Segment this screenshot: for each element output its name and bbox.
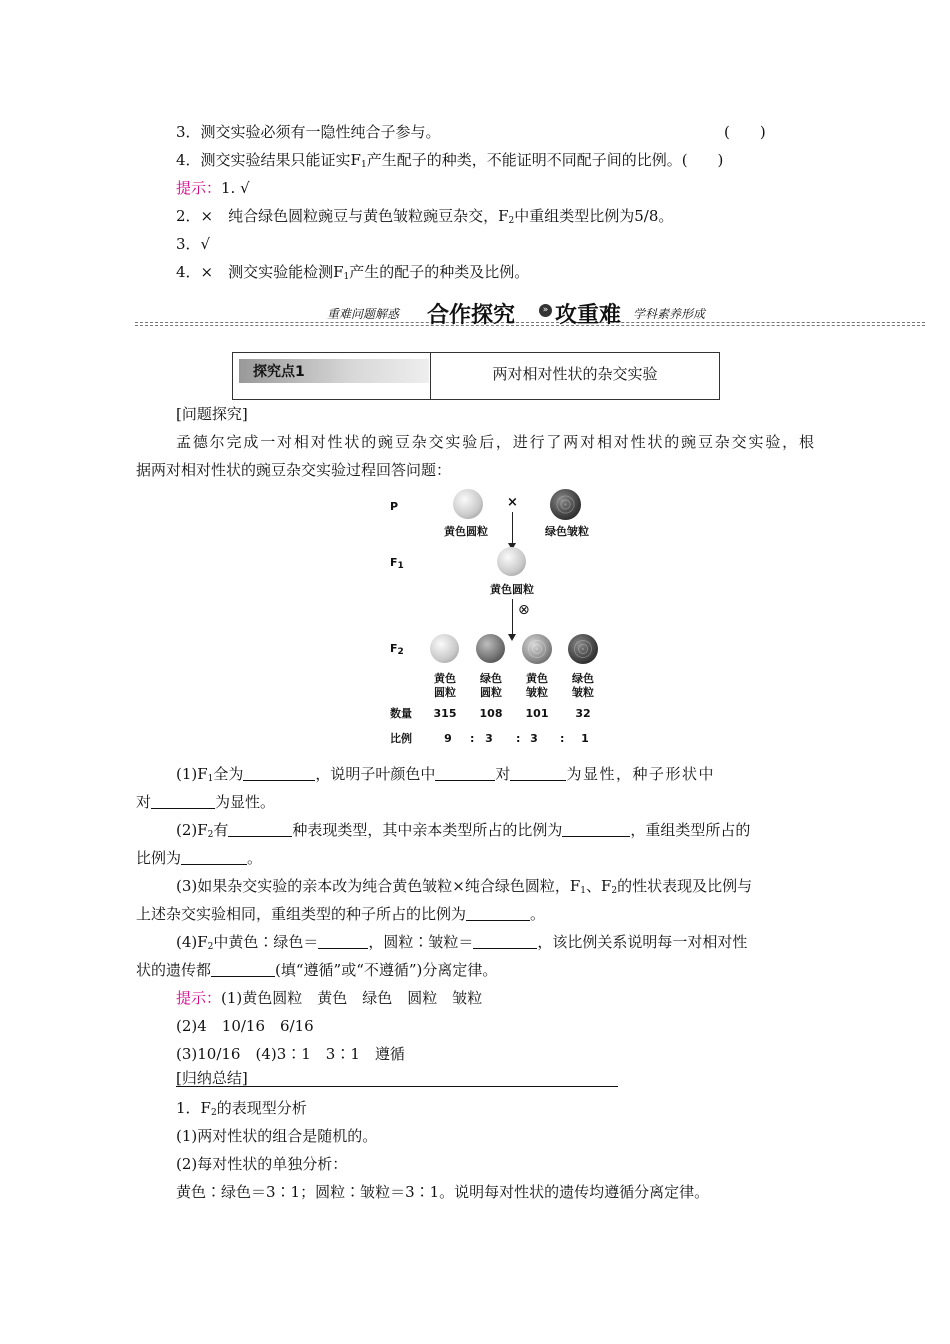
chevron-right-icon: » bbox=[539, 304, 552, 317]
summary-line-1: 1．$F_2$的表现型分析 bbox=[176, 1099, 307, 1118]
cross-diagram bbox=[380, 488, 610, 750]
blank-field[interactable] bbox=[243, 766, 315, 781]
f2-ratio-3: 3 bbox=[530, 732, 538, 745]
summary-heading: [归纳总结] bbox=[176, 1069, 248, 1087]
question-1-line-2: 对 为显性。 bbox=[136, 793, 276, 811]
answer-line-1: 提示：(1)黄色圆粒 黄色 绿色 圆粒 皱粒 bbox=[176, 989, 483, 1007]
f1-label: $F_1$ bbox=[390, 556, 404, 571]
summary-line-4: 黄色∶绿色＝3∶1；圆粒∶皱粒＝3∶1。说明每对性状的遗传均遵循分离定律。 bbox=[176, 1183, 710, 1201]
pea-green-wrinkled-f2-icon bbox=[568, 634, 598, 664]
blank-field[interactable] bbox=[151, 794, 215, 809]
inquiry-paragraph-line-2: 据两对相对性状的豌豆杂交实验过程回答问题： bbox=[136, 461, 452, 479]
arrow-down-icon bbox=[508, 634, 516, 641]
ratio-colon: : bbox=[560, 732, 565, 745]
question-3-answer-paren: ( ) bbox=[724, 123, 766, 141]
hint-label: 提示： bbox=[176, 179, 222, 197]
f2-count-2: 108 bbox=[479, 707, 503, 720]
answer-line-3: (3)10/16 (4)3∶1 3∶1 遵循 bbox=[176, 1045, 405, 1063]
inquiry-heading: [问题探究] bbox=[176, 405, 248, 423]
banner-main-text: 合作探究 bbox=[427, 303, 516, 328]
summary-line-2: (1)两对性状的组合是随机的。 bbox=[176, 1127, 378, 1145]
section-banner bbox=[135, 300, 925, 328]
summary-divider bbox=[176, 1086, 618, 1087]
self-cross-symbol: ⊗ bbox=[518, 602, 530, 618]
blank-field[interactable] bbox=[181, 850, 247, 865]
question-4: 4．测交实验结果只能证实$F_1$产生配子的种类，不能证明不同配子间的比例。( ) bbox=[176, 151, 724, 170]
f2-type-4-line-2: 皱粒 bbox=[572, 686, 594, 699]
blank-field[interactable] bbox=[510, 766, 566, 781]
pea-yellow-round-f1-icon bbox=[497, 547, 526, 576]
ratio-label: 比例 bbox=[390, 732, 412, 745]
f2-ratio-1: 9 bbox=[444, 732, 452, 745]
cross-symbol: × bbox=[507, 495, 518, 510]
f2-ratio-4: 1 bbox=[581, 732, 589, 745]
f2-type-2-line-1: 绿色 bbox=[480, 672, 502, 685]
blank-field[interactable] bbox=[228, 822, 292, 837]
question-2-line-2: 比例为 。 bbox=[136, 849, 263, 867]
topic-box bbox=[232, 352, 720, 400]
summary-line-3: (2)每对性状的单独分析： bbox=[176, 1155, 348, 1173]
count-label: 数量 bbox=[390, 707, 412, 720]
hint-line-4: 4．× 测交实验能检测$F_1$产生的配子的种类及比例。 bbox=[176, 263, 530, 282]
f1-name: 黄色圆粒 bbox=[490, 583, 534, 596]
hint-label: 提示： bbox=[176, 989, 222, 1007]
question-4-line-1: $(4)F_2$中黄色∶绿色＝ ，圆粒∶皱粒＝ ，该比例关系说明每一对相对性 bbox=[176, 933, 748, 952]
banner-left-text: 重难问题解惑 bbox=[327, 307, 400, 321]
question-2-line-1: $(2)F_2$有 种表现类型，其中亲本类型所占的比例为 ，重组类型所占的 bbox=[176, 821, 751, 840]
f2-type-1-line-1: 黄色 bbox=[434, 672, 456, 685]
f2-type-3-line-2: 皱粒 bbox=[526, 686, 548, 699]
question-3-line-2: 上述杂交实验相同，重组类型的种子所占的比例为 。 bbox=[136, 905, 546, 923]
banner-main-text-2: 攻重难 bbox=[555, 303, 622, 328]
f2-type-2-line-2: 圆粒 bbox=[480, 686, 502, 699]
inquiry-paragraph-line-1: 孟德尔完成一对相对性状的豌豆杂交实验后，进行了两对相对性状的豌豆杂交实验，根 bbox=[176, 433, 814, 451]
blank-field[interactable] bbox=[318, 934, 368, 949]
blank-field[interactable] bbox=[435, 766, 495, 781]
blank-field[interactable] bbox=[466, 906, 530, 921]
blank-field[interactable] bbox=[562, 822, 630, 837]
answer-line-2: (2)4 10/16 6/16 bbox=[176, 1017, 314, 1035]
p-label: P bbox=[390, 500, 399, 513]
f2-ratio-2: 3 bbox=[485, 732, 493, 745]
ratio-colon: : bbox=[470, 732, 475, 745]
pea-green-round-f2-icon bbox=[476, 634, 505, 663]
hint-line-3: 3．√ bbox=[176, 235, 211, 253]
blank-field[interactable] bbox=[473, 934, 537, 949]
f2-label: $F_2$ bbox=[390, 642, 404, 657]
pea-yellow-round-f2-icon bbox=[430, 634, 459, 663]
pea-green-wrinkled-icon bbox=[550, 489, 581, 520]
question-3: 3．测交实验必须有一隐性纯合子参与。 bbox=[176, 123, 441, 141]
f2-count-1: 315 bbox=[433, 707, 457, 720]
pea-yellow-wrinkled-f2-icon bbox=[522, 634, 552, 664]
f2-type-4-line-1: 绿色 bbox=[572, 672, 594, 685]
f2-count-3: 101 bbox=[525, 707, 549, 720]
ratio-colon: : bbox=[516, 732, 521, 745]
question-3-line-1: (3)如果杂交实验的亲本改为纯合黄色皱粒×纯合绿色圆粒，$F_1$、$F_2$的性状表现及比例与 bbox=[176, 877, 753, 896]
f2-type-1-line-2: 圆粒 bbox=[434, 686, 456, 699]
topic-tag: 探究点1 bbox=[239, 359, 429, 383]
topic-title: 两对相对性状的杂交实验 bbox=[492, 365, 658, 383]
blank-field[interactable] bbox=[211, 962, 275, 977]
hint-line-2: 2．× 纯合绿色圆粒豌豆与黄色皱粒豌豆杂交，$F_2$中重组类型比例为5/8。 bbox=[176, 207, 674, 226]
question-1-line-1: $(1)F_1$全为 ，说明子叶颜色中 对 为显性，种子形状中 bbox=[176, 765, 715, 784]
p2-name: 绿色皱粒 bbox=[545, 525, 589, 538]
question-4-line-2: 状的遗传都 (填“遵循”或“不遵循”)分离定律。 bbox=[136, 961, 498, 979]
hint-line-1: 提示：1. √ bbox=[176, 179, 250, 197]
f2-count-4: 32 bbox=[575, 707, 591, 720]
banner-right-text: 学科素养形成 bbox=[633, 307, 706, 321]
pea-yellow-round-icon bbox=[453, 489, 483, 519]
p1-name: 黄色圆粒 bbox=[444, 525, 488, 538]
f2-type-3-line-1: 黄色 bbox=[526, 672, 548, 685]
